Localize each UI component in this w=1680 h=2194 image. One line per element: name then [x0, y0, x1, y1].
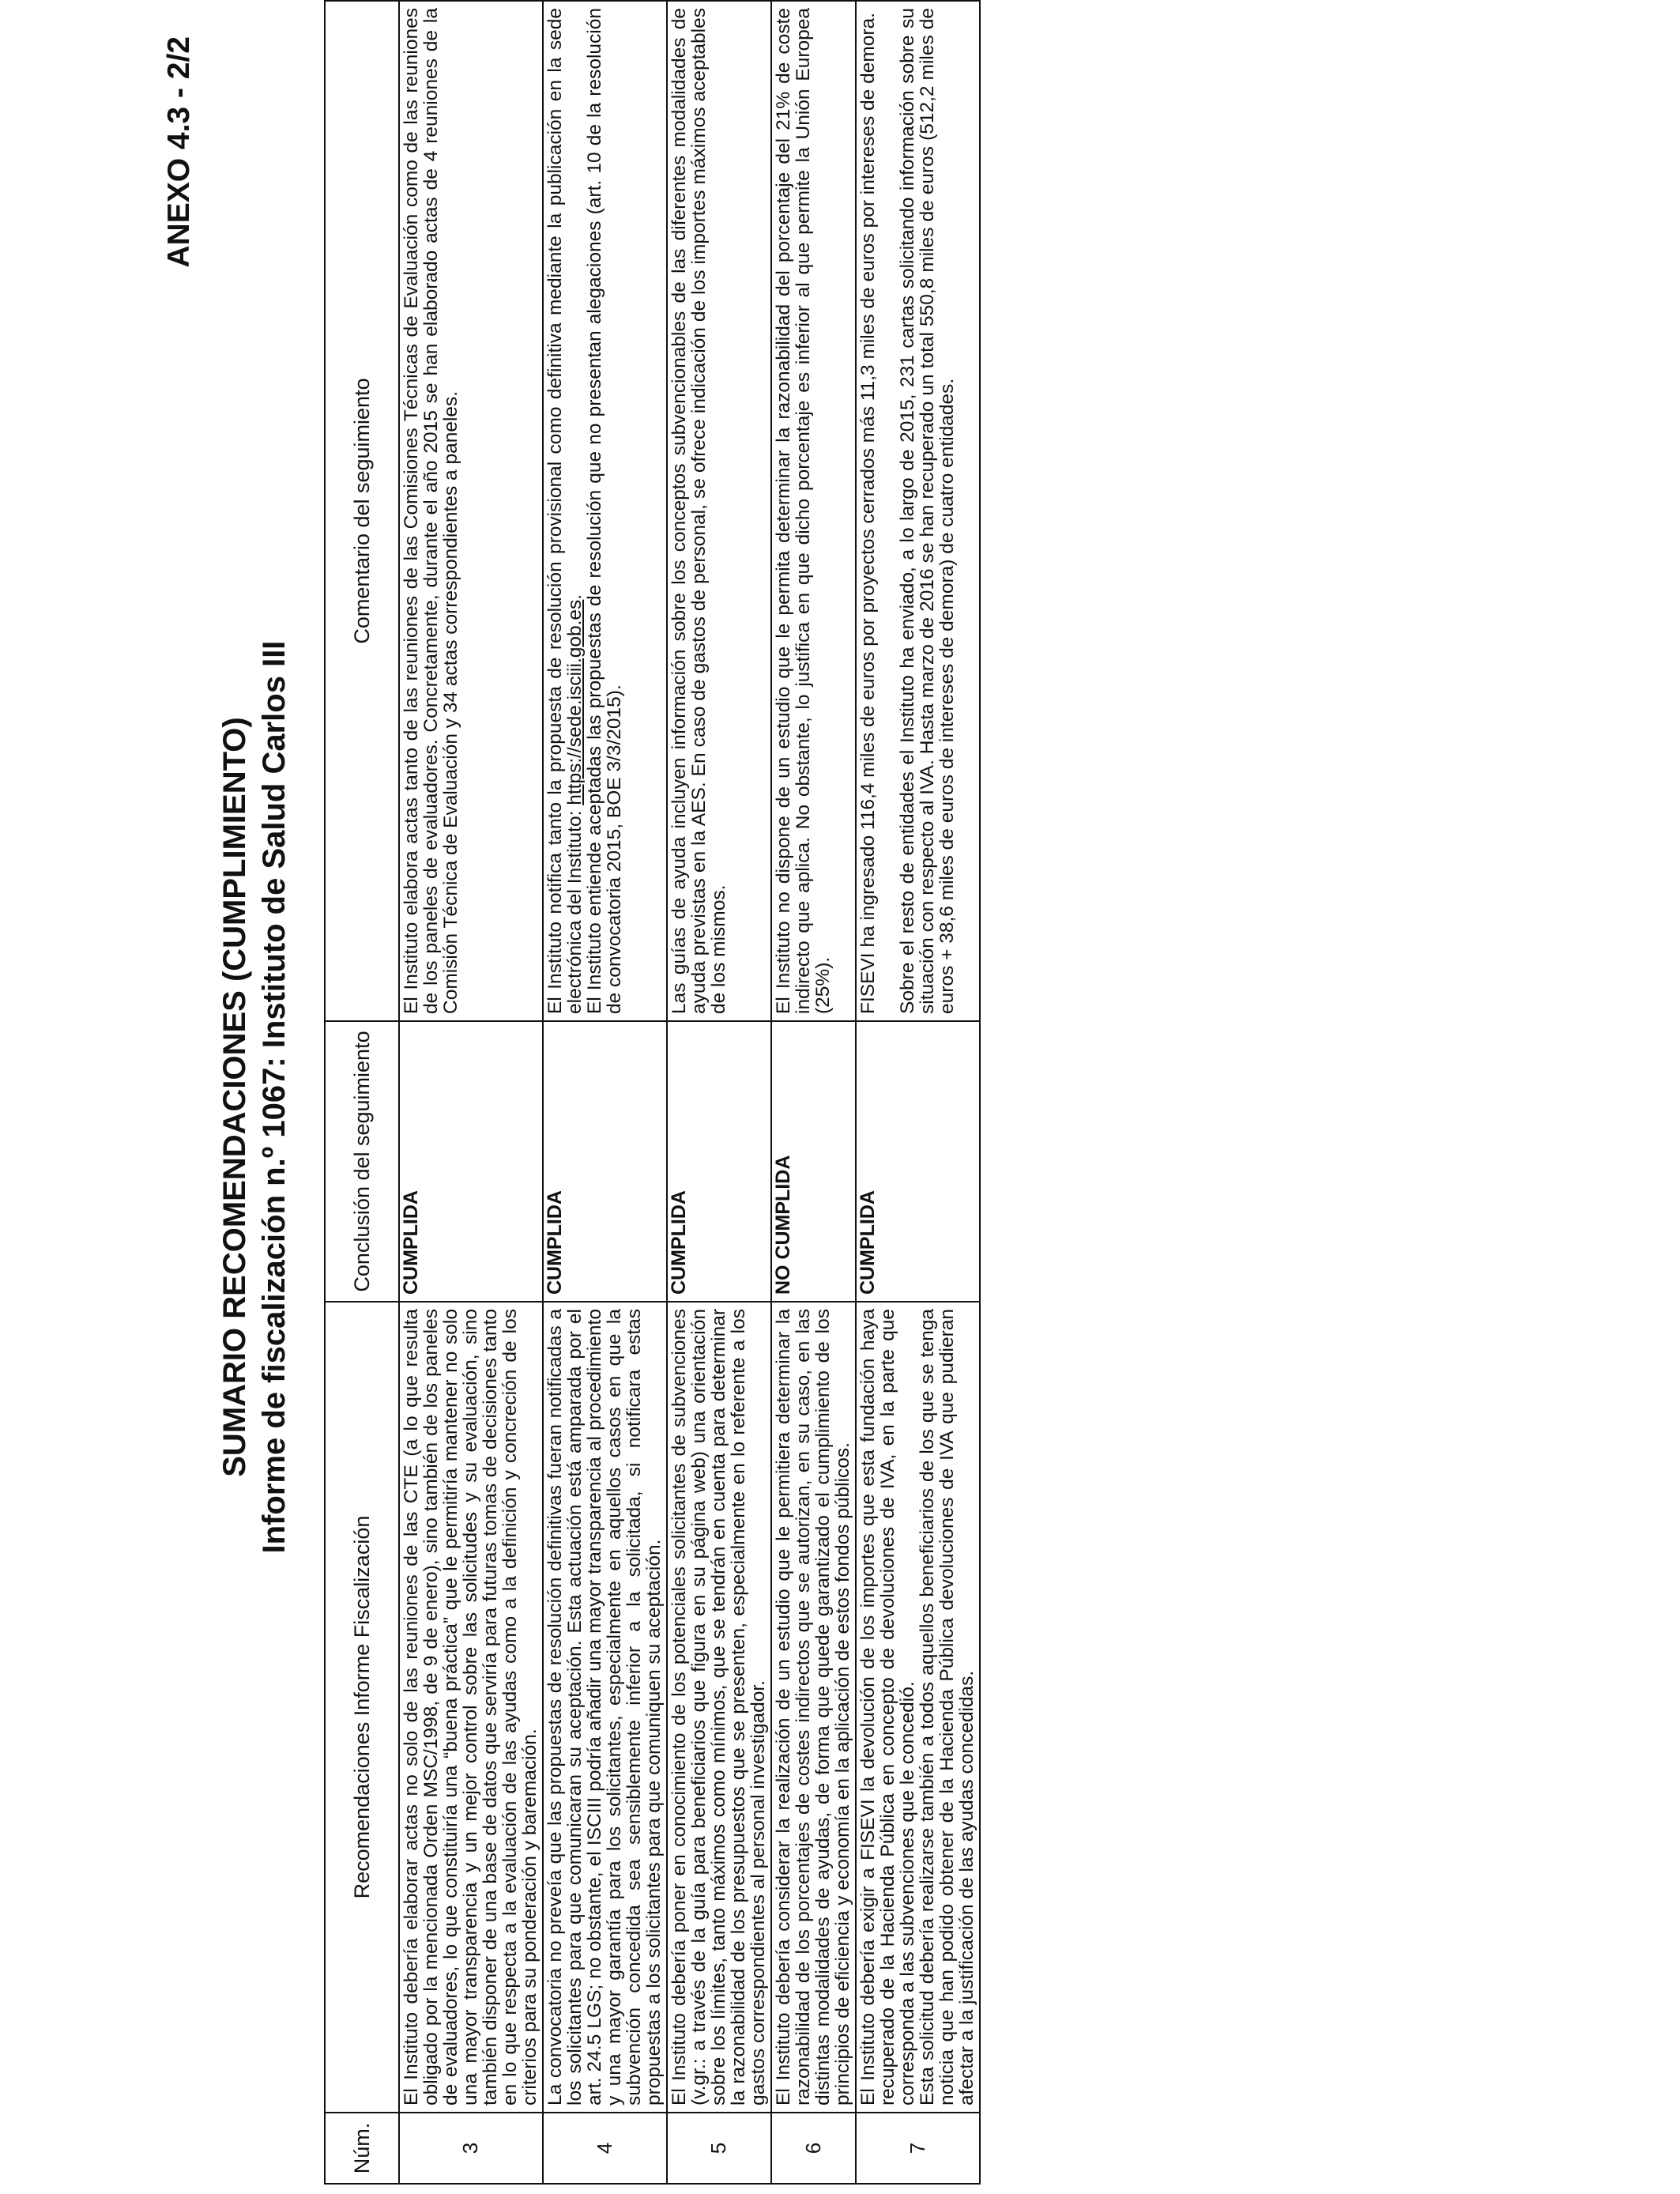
comment-paragraph: Las guías de ayuda incluyen información sobre los conceptos subvencionables de las diferentes modalidades de ayuda previstas en la AES. En caso de gastos de personal, se ofrece indicación de los importes máximos aceptables de los mismos. [669, 8, 729, 1014]
conclusion-status: CUMPLIDA [667, 1021, 771, 1302]
header-recommendation: Recomendaciones Informe Fiscalización [325, 1302, 399, 2113]
comment-paragraph [545, 8, 585, 1014]
table-row [543, 1, 667, 2184]
comment-paragraph: El Instituto entiende aceptadas las propuestas de resolución que no presentan alegaciones (art. 10 de la resolución de convocatoria 2015, BOE 3/3/2015). [584, 8, 625, 1014]
page-subtitle: Informe de fiscalización n.º 1067: Instituto de Salud Carlos III [257, 640, 292, 1554]
comment-text [771, 1, 856, 1021]
comment-text [667, 1, 771, 1021]
conclusion-status: CUMPLIDA [856, 1021, 980, 1302]
comment-text [543, 1, 667, 1021]
annex-label: ANEXO 4.3 - 2/2 [162, 36, 196, 268]
recommendation-paragraph: La convocatoria no preveía que las propuestas de resolución definitivas fueran notificadas a los solicitantes para que comunicaran su aceptación. Esta actuación está amparada por el art. 24.5 LGS; no obstante, el ISCIII podría añadir una mayor transparencia al procedimiento y una mayor garantía para los solicitantes, especialmente en aquellos casos en que la subvención concedida sea sensiblemente inferior a la solicitada, si notificara estas propuestas a los solicitantes para que comuniquen su aceptación. [544, 1309, 665, 2105]
table-row [771, 1, 856, 2184]
table-row [856, 1, 980, 2184]
recommendations-table [324, 0, 981, 2185]
sede-electronica-link[interactable]: https://sede.isciii.gob.es [564, 599, 586, 805]
comment-text-before-link: El Instituto notifica tanto la propuesta de resolución provisional como definitiva mediante la publicación en la sede electrónica del Instituto: [544, 8, 586, 1014]
recommendation-paragraph: El Instituto debería considerar la realización de un estudio que le permitiera determinar la razonabilidad de los porcentajes de costes indirectos que se autorizan, en su caso, en las distintas modalidades de ayudas, de forma que quede garantizado el cumplimiento de los principios de eficiencia y economía en la aplicación de estos fondos públicos. [773, 1309, 853, 2105]
row-number: 5 [667, 2113, 771, 2184]
comment-paragraph: El Instituto no dispone de un estudio que le permita determinar la razonabilidad del porcentaje del 21% de coste indirecto que aplica. No obstante, lo justifica en que dicho porcentaje es inferior al que permite la Unión Europea (25%). [773, 8, 834, 1014]
recommendation-paragraph: Esta solicitud debería realizarse también a todos aquellos beneficiarios de los que se tenga noticia que han podido obtener de la Hacienda Pública devoluciones de IVA que pudieran afectar a la justificación de las ayudas concedidas. [917, 1309, 977, 2105]
page-title: SUMARIO RECOMENDACIONES (CUMPLIMIENTO) [217, 717, 252, 1477]
recommendation-text [667, 1302, 771, 2113]
comment-text [399, 1, 543, 1021]
paragraph-spacer [878, 8, 898, 1014]
conclusion-status: CUMPLIDA [543, 1021, 667, 1302]
table-row [667, 1, 771, 2184]
comment-text-after-link: . [564, 594, 586, 600]
comment-paragraph: Sobre el resto de entidades el Instituto ha enviado, a lo largo de 2015, 231 cartas solicitando información sobre su situación con respecto al IVA. Hasta marzo de 2016 se han recuperado un total 550,8 miles de euros (512,2 miles de euros + 38,6 miles de euros de intereses de demora) de cuatro entidades. [897, 8, 958, 1014]
recommendation-paragraph: El Instituto debería elaborar actas no solo de las reuniones de las CTE (a lo que resulta obligado por la mencionada Orden MSC/1998, de 9 de enero), sino también de los paneles de evaluadores, lo que constituiría una “buena práctica” que le permitiría mantener no solo una mayor transparencia y un mejor control sobre las solicitudes y su evaluación, sino también disponer de una base de datos que serviría para futuras tomas de decisiones tanto en lo que respecta a la evaluación de las ayudas como a la definición y concreción de los criterios para su ponderación y baremación. [401, 1309, 541, 2105]
comment-paragraph: FISEVI ha ingresado 116,4 miles de euros por proyectos cerrados más 11,3 miles de euros por intereses de demora. [857, 13, 879, 1014]
comment-paragraph: El Instituto elabora actas tanto de las reuniones de las Comisiones Técnicas de Evaluación como de las reuniones de los paneles de evaluadores. Concretamente, durante el año 2015 se han elaborado actas de 4 reuniones de la Comisión Técnica de Evaluación y 34 actas correspondientes a paneles. [401, 8, 461, 1014]
conclusion-status: NO CUMPLIDA [771, 1021, 856, 1302]
recommendation-paragraph: El Instituto debería exigir a FISEVI la devolución de los importes que esta fundación haya recuperado de la Hacienda Pública en concepto de devoluciones de IVA, en la parte que corresponda a las subvenciones que le concedió. [857, 1309, 918, 2105]
recommendation-text [399, 1302, 543, 2113]
table-row [399, 1, 543, 2184]
header-comment: Comentario del seguimiento [325, 1, 399, 1021]
recommendation-paragraph: El Instituto debería poner en conocimiento de los potenciales solicitantes de subvenciones (v.gr.: a través de la guía para beneficiarios que figura en su página web) una orientación sobre los límites, tanto máximos como mínimos, que se tendrán en cuenta para determinar la razonabilidad de los presupuestos que se presenten, especialmente en lo referente a los gastos correspondientes al personal investigador. [669, 1309, 769, 2105]
conclusion-status: CUMPLIDA [399, 1021, 543, 1302]
table-header-row [325, 1, 399, 2184]
header-conclusion: Conclusión del seguimiento [325, 1021, 399, 1302]
recommendation-text [856, 1302, 980, 2113]
row-number: 7 [856, 2113, 980, 2184]
row-number: 3 [399, 2113, 543, 2184]
row-number: 4 [543, 2113, 667, 2184]
recommendation-text [771, 1302, 856, 2113]
row-number: 6 [771, 2113, 856, 2184]
header-num: Núm. [325, 2113, 399, 2184]
recommendation-text [543, 1302, 667, 2113]
comment-text [856, 1, 980, 1021]
page-header [215, 0, 294, 2194]
